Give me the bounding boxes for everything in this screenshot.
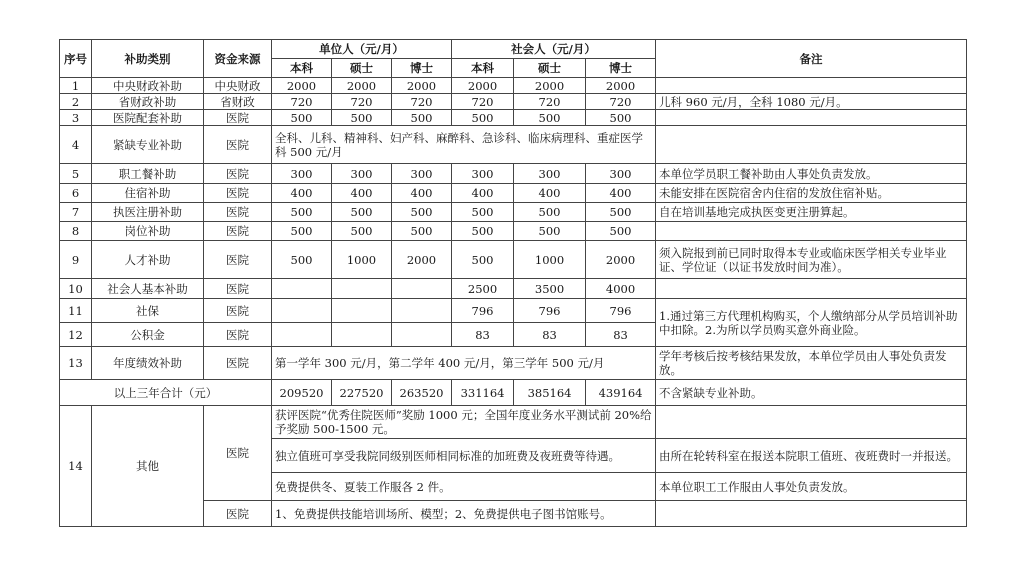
row-source: 医院 [204, 203, 272, 222]
cell-unit-doctor: 2000 [392, 241, 452, 279]
row-category: 年度绩效补助 [92, 347, 204, 380]
cell-unit-master: 2000 [332, 78, 392, 94]
cell-unit-doctor: 720 [392, 94, 452, 110]
table-row [60, 78, 967, 94]
total-social-doctor: 439164 [586, 380, 656, 406]
cell-unit-master [332, 323, 392, 347]
cell-social-doctor: 400 [586, 184, 656, 203]
header-social-bachelor: 本科 [452, 59, 514, 78]
total-unit-master: 227520 [332, 380, 392, 406]
row-source: 医院 [204, 241, 272, 279]
row-note: 学年考核后按考核结果发放，本单位学员由人事处负责发放。 [656, 347, 967, 380]
cell-social-master: 2000 [514, 78, 586, 94]
cell-unit-bachelor: 500 [272, 203, 332, 222]
row-note [656, 279, 967, 299]
row-source: 医院 [204, 299, 272, 323]
cell-social-doctor: 500 [586, 110, 656, 126]
row-number: 10 [60, 279, 92, 299]
row-category: 社保 [92, 299, 204, 323]
total-social-bachelor: 331164 [452, 380, 514, 406]
cell-social-doctor: 4000 [586, 279, 656, 299]
merged-amount-text: 全科、儿科、精神科、妇产科、麻醉科、急诊科、临床病理科、重症医学科 500 元/月 [272, 126, 656, 164]
row-source: 医院 [204, 126, 272, 164]
row-number: 12 [60, 323, 92, 347]
cell-social-bachelor: 720 [452, 94, 514, 110]
total-unit-doctor: 263520 [392, 380, 452, 406]
cell-unit-bachelor: 400 [272, 184, 332, 203]
cell-unit-bachelor: 500 [272, 222, 332, 241]
cell-unit-doctor: 2000 [392, 78, 452, 94]
row-category: 其他 [92, 406, 204, 527]
table-row [60, 406, 967, 439]
table-row [60, 110, 967, 126]
cell-social-doctor: 83 [586, 323, 656, 347]
cell-social-master: 300 [514, 164, 586, 184]
cell-social-master: 720 [514, 94, 586, 110]
row-number: 11 [60, 299, 92, 323]
row-note: 未能安排在医院宿舍内住宿的发放住宿补贴。 [656, 184, 967, 203]
other-item-award: 获评医院“优秀住院医师”奖励 1000 元；全国年度业务水平测试前 20%给予奖励 500-1500 元。 [272, 406, 656, 439]
cell-social-bachelor: 500 [452, 241, 514, 279]
cell-social-bachelor: 2000 [452, 78, 514, 94]
other-item-facility: 1、免费提供技能培训场所、模型；2、免费提供电子图书馆账号。 [272, 501, 656, 527]
cell-social-master: 796 [514, 299, 586, 323]
cell-social-master: 500 [514, 110, 586, 126]
row-category: 人才补助 [92, 241, 204, 279]
total-unit-bachelor: 209520 [272, 380, 332, 406]
table-row [60, 164, 967, 184]
header-seq: 序号 [60, 40, 92, 78]
cell-social-doctor: 300 [586, 164, 656, 184]
cell-social-master: 500 [514, 203, 586, 222]
total-row [60, 380, 967, 406]
row-category: 职工餐补助 [92, 164, 204, 184]
cell-social-bachelor: 400 [452, 184, 514, 203]
row-number: 14 [60, 406, 92, 527]
cell-unit-doctor [392, 323, 452, 347]
header-category: 补助类别 [92, 40, 204, 78]
cell-unit-master: 500 [332, 110, 392, 126]
cell-unit-master: 720 [332, 94, 392, 110]
cell-social-master: 500 [514, 222, 586, 241]
row-category: 医院配套补助 [92, 110, 204, 126]
note-insurance: 1.通过第三方代理机构购买，个人缴纳部分从学员培训补助中扣除。2.为所以学员购买意外商业险。 [656, 299, 967, 347]
row-note [656, 110, 967, 126]
row-number: 13 [60, 347, 92, 380]
other-note-award [656, 406, 967, 439]
row-number: 5 [60, 164, 92, 184]
table-row [60, 203, 967, 222]
total-social-master: 385164 [514, 380, 586, 406]
table-row [60, 94, 967, 110]
row-note [656, 78, 967, 94]
row-note: 自在培训基地完成执医变更注册算起。 [656, 203, 967, 222]
cell-social-bachelor: 500 [452, 203, 514, 222]
cell-social-doctor: 2000 [586, 241, 656, 279]
cell-social-doctor: 2000 [586, 78, 656, 94]
cell-social-master: 400 [514, 184, 586, 203]
row-note: 儿科 960 元/月，全科 1080 元/月。 [656, 94, 967, 110]
row-source: 医院 [204, 110, 272, 126]
header-social-group: 社会人（元/月） [452, 40, 656, 59]
table-row [60, 126, 967, 164]
row-category: 中央财政补助 [92, 78, 204, 94]
table-row [60, 222, 967, 241]
row-note [656, 222, 967, 241]
cell-unit-master: 500 [332, 203, 392, 222]
cell-social-bachelor: 300 [452, 164, 514, 184]
header-remarks: 备注 [656, 40, 967, 78]
cell-unit-master: 400 [332, 184, 392, 203]
table-row [60, 347, 967, 380]
cell-social-master: 3500 [514, 279, 586, 299]
cell-social-master: 1000 [514, 241, 586, 279]
cell-unit-master: 300 [332, 164, 392, 184]
header-unit-group: 单位人（元/月） [272, 40, 452, 59]
cell-unit-bachelor: 2000 [272, 78, 332, 94]
cell-unit-doctor [392, 279, 452, 299]
cell-social-bachelor: 83 [452, 323, 514, 347]
other-note-duty: 由所在轮转科室在报送本院职工值班、夜班费时一并报送。 [656, 439, 967, 473]
header-unit-master: 硕士 [332, 59, 392, 78]
header-unit-doctor: 博士 [392, 59, 452, 78]
cell-unit-bachelor [272, 279, 332, 299]
cell-unit-bachelor [272, 323, 332, 347]
cell-unit-bachelor: 500 [272, 241, 332, 279]
row-number: 3 [60, 110, 92, 126]
row-source: 省财政 [204, 94, 272, 110]
cell-unit-master [332, 279, 392, 299]
row-source: 中央财政 [204, 78, 272, 94]
cell-social-bachelor: 500 [452, 110, 514, 126]
cell-unit-master: 500 [332, 222, 392, 241]
row-source: 医院 [204, 323, 272, 347]
row-source: 医院 [204, 501, 272, 527]
header-social-master: 硕士 [514, 59, 586, 78]
other-note-facility [656, 501, 967, 527]
cell-social-doctor: 796 [586, 299, 656, 323]
cell-unit-bachelor: 500 [272, 110, 332, 126]
row-source: 医院 [204, 347, 272, 380]
merged-amount-text: 第一学年 300 元/月，第二学年 400 元/月，第三学年 500 元/月 [272, 347, 656, 380]
row-source: 医院 [204, 164, 272, 184]
row-number: 2 [60, 94, 92, 110]
cell-unit-doctor: 400 [392, 184, 452, 203]
table-row [60, 299, 967, 323]
cell-social-doctor: 500 [586, 222, 656, 241]
row-category: 省财政补助 [92, 94, 204, 110]
cell-social-bachelor: 2500 [452, 279, 514, 299]
cell-unit-master [332, 299, 392, 323]
row-source: 医院 [204, 406, 272, 501]
row-number: 6 [60, 184, 92, 203]
cell-social-bachelor: 500 [452, 222, 514, 241]
row-source: 医院 [204, 184, 272, 203]
total-label: 以上三年合计（元） [60, 380, 272, 406]
row-number: 4 [60, 126, 92, 164]
row-note [656, 126, 967, 164]
row-category: 紧缺专业补助 [92, 126, 204, 164]
cell-social-bachelor: 796 [452, 299, 514, 323]
table-row [60, 184, 967, 203]
cell-unit-bachelor: 720 [272, 94, 332, 110]
row-number: 8 [60, 222, 92, 241]
row-category: 公积金 [92, 323, 204, 347]
row-note: 须入院报到前已同时取得本专业或临床医学相关专业毕业证、学位证（以证书发放时间为准）。 [656, 241, 967, 279]
cell-unit-doctor: 500 [392, 222, 452, 241]
row-number: 9 [60, 241, 92, 279]
cell-unit-doctor [392, 299, 452, 323]
row-category: 岗位补助 [92, 222, 204, 241]
row-source: 医院 [204, 222, 272, 241]
row-note: 本单位学员职工餐补助由人事处负责发放。 [656, 164, 967, 184]
row-category: 执医注册补助 [92, 203, 204, 222]
cell-unit-doctor: 300 [392, 164, 452, 184]
subsidy-table [59, 39, 967, 527]
row-number: 1 [60, 78, 92, 94]
cell-unit-bachelor [272, 299, 332, 323]
cell-unit-bachelor: 300 [272, 164, 332, 184]
other-note-uniform: 本单位职工工作服由人事处负责发放。 [656, 473, 967, 501]
row-category: 社会人基本补助 [92, 279, 204, 299]
cell-unit-master: 1000 [332, 241, 392, 279]
header-social-doctor: 博士 [586, 59, 656, 78]
header-unit-bachelor: 本科 [272, 59, 332, 78]
row-category: 住宿补助 [92, 184, 204, 203]
cell-unit-doctor: 500 [392, 203, 452, 222]
row-source: 医院 [204, 279, 272, 299]
cell-unit-doctor: 500 [392, 110, 452, 126]
header-source: 资金来源 [204, 40, 272, 78]
total-note: 不含紧缺专业补助。 [656, 380, 967, 406]
cell-social-master: 83 [514, 323, 586, 347]
cell-social-doctor: 500 [586, 203, 656, 222]
other-item-duty: 独立值班可享受我院同级别医师相同标准的加班费及夜班费等待遇。 [272, 439, 656, 473]
cell-social-doctor: 720 [586, 94, 656, 110]
table-row [60, 279, 967, 299]
table-row [60, 241, 967, 279]
other-item-uniform: 免费提供冬、夏装工作服各 2 件。 [272, 473, 656, 501]
row-number: 7 [60, 203, 92, 222]
